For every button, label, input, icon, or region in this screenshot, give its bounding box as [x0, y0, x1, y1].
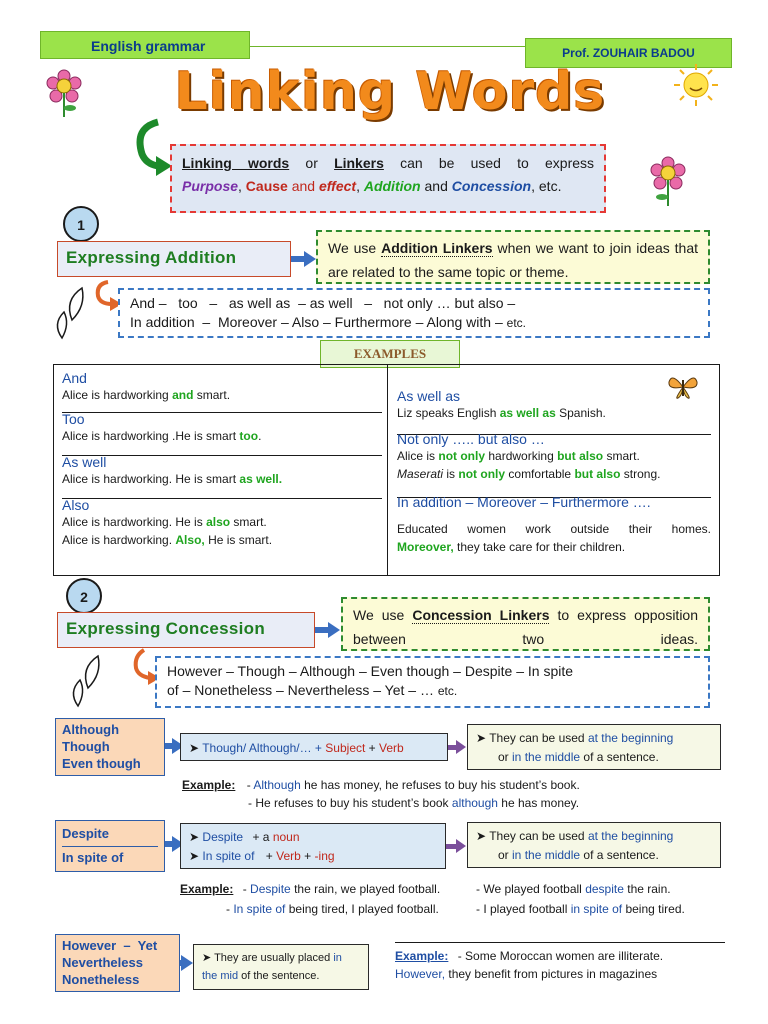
- note-highlight: in the middle: [512, 848, 581, 862]
- examples-right-column: [397, 388, 711, 556]
- note-text: of the sentence.: [241, 970, 320, 982]
- example-highlight: In spite of: [233, 902, 286, 916]
- note-link: Concession Linkers: [412, 607, 550, 623]
- formula-text: a: [262, 830, 270, 844]
- example-label: Example:: [182, 778, 236, 792]
- sun-icon: [670, 62, 722, 108]
- example-highlight: not only: [458, 467, 506, 481]
- note-text: or: [498, 750, 509, 764]
- concession-linkers-box: [155, 656, 710, 708]
- example-text: Alice is: [397, 449, 436, 463]
- example-highlight: Although: [253, 778, 301, 792]
- concession-word: In spite of: [62, 850, 124, 865]
- example-text: hardworking: [488, 449, 554, 463]
- intro-cause: Cause: [245, 178, 288, 194]
- subject-label: English grammar: [91, 38, 206, 54]
- example-text: - Some Moroccan women are illiterate.: [457, 949, 664, 963]
- example-sentence: [397, 465, 711, 483]
- note-text: We use: [353, 607, 405, 623]
- intro-or: or: [305, 155, 318, 171]
- formula-plus: +: [368, 741, 376, 755]
- example-box: [395, 942, 725, 983]
- concession-note: [341, 597, 710, 651]
- example-text: - I played football: [476, 902, 568, 916]
- concession-words-box: [55, 934, 180, 992]
- formula-box: [180, 823, 446, 869]
- section-number-text: 2: [80, 589, 88, 605]
- addition-note: [316, 230, 710, 284]
- note-highlight: in the middle: [512, 750, 581, 764]
- note-highlight: at the beginning: [587, 731, 674, 745]
- note-text: They are usually placed: [214, 952, 331, 964]
- arrow-right-icon: [456, 839, 466, 853]
- example-text: - He refuses to buy his student’s book: [248, 796, 449, 810]
- example-highlight: as well.: [239, 472, 283, 486]
- intro-box: [170, 144, 606, 213]
- example-text: -: [226, 902, 230, 916]
- bullet-arrow-icon: ➤: [476, 731, 487, 745]
- concession-words-box: [55, 820, 165, 872]
- section-heading-text: Expressing Addition: [66, 248, 237, 267]
- divider: [62, 846, 158, 847]
- section-number-text: 1: [77, 217, 85, 233]
- example-highlight: as well as: [499, 406, 556, 420]
- example-text: - We played football: [476, 882, 582, 896]
- formula-plus: +: [252, 830, 260, 844]
- example-text: .: [258, 429, 262, 443]
- example-text: he has money.: [501, 796, 580, 810]
- formula-ing: -ing: [314, 849, 335, 863]
- header-line: [250, 46, 525, 47]
- example-text: he has money, he refuses to buy his student’s book.: [304, 778, 580, 792]
- intro-and: and: [291, 178, 316, 194]
- bullet-arrow-icon: ➤: [476, 829, 487, 843]
- intro-comma: ,: [238, 178, 242, 194]
- example-text: smart.: [606, 449, 640, 463]
- linkers-etc: etc.: [506, 316, 526, 330]
- bullet-arrow-icon: ➤: [202, 952, 212, 964]
- example-text: they benefit from pictures in magazines: [448, 967, 658, 981]
- intro-linking-words: Linking words: [182, 155, 290, 171]
- intro-linkers: Linkers: [334, 155, 384, 171]
- example-text: Alice is hardworking. He is smart: [62, 472, 237, 486]
- concession-word: Though: [62, 739, 110, 754]
- linkers-etc: etc.: [437, 684, 458, 698]
- author-label: Prof. ZOUHAIR BADOU: [562, 46, 695, 60]
- example-highlight: also: [206, 515, 231, 529]
- example-sentence: [397, 404, 711, 422]
- intro-effect: effect: [318, 178, 357, 194]
- formula-text: Despite: [202, 830, 244, 844]
- linkers-line: In addition – Moreover – Also – Furthermore – Along with –: [130, 314, 503, 330]
- example-highlight: Moreover,: [397, 540, 454, 554]
- formula-verb: Verb: [276, 849, 301, 863]
- example-heading: In addition – Moreover – Furthermore ….: [397, 494, 651, 510]
- example-highlight: but also: [574, 467, 621, 481]
- formula-noun: noun: [272, 830, 300, 844]
- intro-and-2: and: [424, 178, 448, 194]
- example-text: being tired, I played football.: [288, 902, 439, 916]
- example-text: Liz speaks English: [397, 406, 497, 420]
- example-sentence: [62, 531, 382, 549]
- concession-word: Although: [62, 722, 120, 737]
- page-title-text: Linking Words: [174, 62, 606, 122]
- intro-purpose: Purpose: [182, 178, 239, 194]
- intro-comma-2: ,: [356, 178, 360, 194]
- flower-icon: [42, 68, 86, 118]
- concession-word: Nonetheless: [62, 972, 140, 987]
- concession-word: However – Yet: [62, 938, 158, 953]
- formula-box: [180, 733, 448, 761]
- position-note: [193, 944, 369, 990]
- formula-plus: +: [304, 849, 312, 863]
- example-heading: As well: [62, 454, 107, 470]
- examples-label-text: EXAMPLES: [353, 346, 427, 361]
- arrow-right-icon: [181, 955, 193, 971]
- position-note: [467, 822, 721, 868]
- example-heading: As well as: [397, 388, 461, 404]
- formula-subject: Subject: [325, 741, 366, 755]
- example-text: is: [446, 467, 456, 481]
- addition-linkers-box: [118, 288, 710, 338]
- example-heading: Also: [62, 497, 90, 513]
- concession-word: Despite: [62, 826, 109, 841]
- example-highlight: in spite of: [570, 902, 623, 916]
- example-label: Example:: [395, 949, 449, 963]
- example-highlight: Despite: [250, 882, 291, 896]
- linkers-line: However – Though – Although – Even though – Despite – In spite: [167, 663, 574, 679]
- example-block: [182, 776, 702, 812]
- example-text: -: [242, 882, 247, 896]
- bullet-arrow-icon: ➤: [189, 849, 200, 863]
- example-sentence: [397, 538, 711, 556]
- examples-left-column: [62, 370, 382, 549]
- example-sentence: [62, 386, 382, 404]
- example-block: [476, 880, 726, 918]
- arrow-right-icon: [328, 622, 340, 638]
- note-text: They can be used: [489, 829, 585, 843]
- flower-icon: [646, 155, 690, 207]
- example-highlight: However,: [395, 967, 446, 981]
- formula-verb: Verb: [379, 741, 404, 755]
- leaf-icon: [66, 652, 106, 708]
- section-heading-text: Expressing Concession: [66, 619, 266, 638]
- note-text: when we want to join ideas that are related to the same topic or theme.: [328, 240, 698, 280]
- formula-text: In spite of: [202, 849, 255, 863]
- arrow-right-icon: [456, 740, 466, 754]
- examples-divider: [387, 364, 388, 576]
- formula-text: Though/ Although/… +: [202, 741, 322, 755]
- formula-plus: +: [265, 849, 273, 863]
- note-text: We use: [328, 240, 377, 256]
- position-note: [467, 724, 721, 770]
- concession-words-box: [55, 718, 165, 776]
- linkers-line: And – too – as well as – as well – not only … but also –: [130, 295, 516, 311]
- example-label: Example:: [180, 882, 234, 896]
- example-highlight: and: [172, 388, 194, 402]
- curved-arrow-icon: [128, 118, 176, 178]
- example-text: He is smart.: [208, 533, 273, 547]
- page-title: [120, 62, 660, 122]
- subject-tag: [40, 31, 250, 59]
- intro-concession: Concession: [451, 178, 532, 194]
- example-heading: And: [62, 370, 87, 386]
- section-heading-concession: [57, 612, 315, 648]
- note-text: to express opposition between two ideas.: [353, 607, 699, 647]
- example-text: smart.: [233, 515, 267, 529]
- intro-text: can be used to express: [400, 155, 595, 171]
- example-sentence: [62, 427, 382, 445]
- example-heading: Too: [62, 411, 85, 427]
- example-text: comfortable: [508, 467, 572, 481]
- intro-etc: , etc.: [531, 178, 562, 194]
- example-highlight: but also: [557, 449, 604, 463]
- section-number-2: [66, 578, 102, 614]
- intro-addition: Addition: [363, 178, 421, 194]
- note-text: of a sentence.: [583, 848, 659, 862]
- example-text: Alice is hardworking.: [62, 533, 173, 547]
- example-block: [180, 880, 470, 918]
- note-text: They can be used: [489, 731, 585, 745]
- example-text: they take care for their children.: [457, 540, 626, 554]
- example-text: Alice is hardworking: [62, 388, 169, 402]
- example-text: Alice is hardworking .He is smart: [62, 429, 237, 443]
- concession-word: Even though: [62, 756, 141, 771]
- note-text: or: [498, 848, 509, 862]
- example-sentence: [397, 447, 711, 465]
- note-highlight: in the mid: [202, 952, 342, 982]
- example-text: the rain, we played football.: [294, 882, 441, 896]
- example-text: Alice is hardworking. He is: [62, 515, 203, 529]
- bullet-arrow-icon: ➤: [189, 830, 200, 844]
- section-number-1: [63, 206, 99, 242]
- example-text: the rain.: [627, 882, 671, 896]
- example-text: being tired.: [625, 902, 685, 916]
- example-sentence: [62, 513, 382, 531]
- concession-word: Nevertheless: [62, 955, 143, 970]
- example-highlight: despite: [585, 882, 624, 896]
- example-sentence: [62, 470, 382, 488]
- example-highlight: not only: [438, 449, 486, 463]
- example-highlight: Also,: [175, 533, 205, 547]
- example-text: smart.: [196, 388, 231, 402]
- example-highlight: too: [239, 429, 259, 443]
- leaf-icon: [50, 284, 90, 340]
- note-link: Addition Linkers: [381, 240, 493, 256]
- linkers-line: of – Nonetheless – Nevertheless – Yet – …: [167, 682, 434, 698]
- heading-arrow: [315, 627, 329, 633]
- example-text: Spanish.: [559, 406, 606, 420]
- example-text: strong.: [623, 467, 661, 481]
- section-heading-addition: [57, 241, 291, 277]
- example-heading: Not only ….. but also …: [397, 431, 545, 447]
- example-text: Maserati: [397, 467, 444, 481]
- arrow-right-icon: [304, 251, 316, 267]
- note-highlight: at the beginning: [587, 829, 674, 843]
- example-text: -: [246, 778, 251, 792]
- example-highlight: although: [451, 796, 498, 810]
- example-sentence: Educated women work outside their homes.: [397, 522, 711, 536]
- heading-arrow: [291, 256, 305, 262]
- bullet-arrow-icon: ➤: [189, 741, 200, 755]
- note-text: of a sentence.: [583, 750, 659, 764]
